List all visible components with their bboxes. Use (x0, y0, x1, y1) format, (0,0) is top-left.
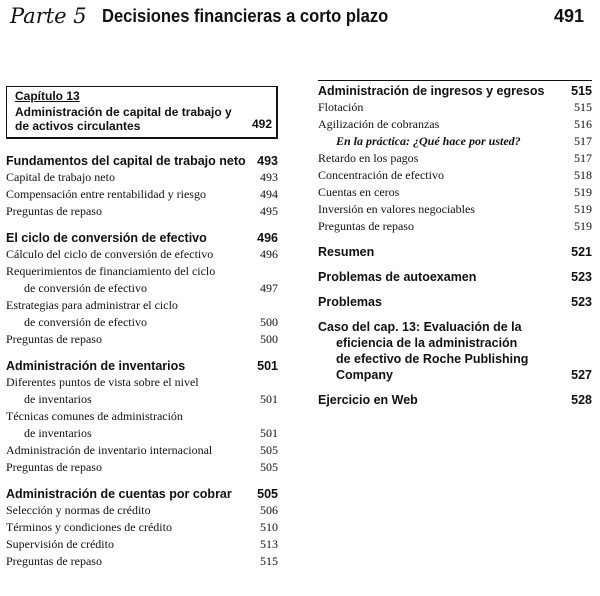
toc-item-text: Preguntas de repaso (6, 332, 102, 346)
toc-item-text-cont: de inventarios (24, 392, 92, 406)
section-page: 505 (257, 487, 278, 501)
toc-section-caso[interactable] (318, 319, 592, 383)
toc-item-text: En la práctica: ¿Qué hace por usted? (336, 134, 521, 148)
page-number: 491 (554, 6, 585, 26)
toc-item-page: 497 (260, 281, 278, 295)
toc-item-text: Términos y condiciones de crédito (6, 520, 172, 534)
chapter-label: Capítulo 13 (15, 89, 80, 103)
section-page: 527 (571, 368, 592, 382)
toc-item[interactable] (6, 536, 278, 553)
toc-item[interactable] (6, 169, 278, 186)
toc-item-page: 506 (260, 503, 278, 517)
toc-item-page: 517 (574, 134, 592, 148)
toc-item[interactable] (6, 553, 278, 570)
toc-item-page: 505 (260, 443, 278, 457)
toc-item-text: Concentración de efectivo (318, 168, 444, 182)
toc-section-fundamentos[interactable] (6, 153, 278, 169)
toc-item-text: Preguntas de repaso (6, 460, 102, 474)
section-title: Fundamentos del capital de trabajo neto (6, 154, 246, 168)
section-title: Administración de inventarios (6, 359, 186, 373)
chapter-page: 492 (251, 117, 272, 131)
toc-right-column (318, 80, 592, 408)
toc-item-feature[interactable] (318, 133, 592, 150)
chapter-box (6, 86, 278, 139)
toc-item-text: Cálculo del ciclo de conversión de efectivo (6, 247, 214, 261)
section-page: 493 (257, 154, 278, 168)
toc-item-page: 505 (260, 460, 278, 474)
toc-item-text: Preguntas de repaso (318, 219, 414, 233)
section-page: 501 (257, 359, 278, 373)
toc-item-text-cont: de conversión de efectivo (24, 281, 147, 295)
toc-item[interactable] (318, 116, 592, 133)
toc-item[interactable] (6, 442, 278, 459)
toc-item-page: 519 (574, 219, 592, 233)
toc-item-wrapped[interactable] (6, 297, 278, 331)
toc-item[interactable] (318, 201, 592, 218)
toc-item-wrapped[interactable] (6, 408, 278, 442)
toc-item-page: 493 (260, 170, 278, 184)
toc-item-page: 501 (260, 392, 278, 406)
part-label: Parte 5 (10, 4, 87, 28)
toc-item-text: Flotación (318, 100, 364, 114)
toc-item-text: Compensación entre rentabilidad y riesgo (6, 187, 206, 201)
section-title: Ejercicio en Web (318, 393, 418, 407)
toc-item-text: Requerimientos de financiamiento del ciclo (6, 264, 216, 278)
toc-section-autoexamen[interactable] (318, 269, 592, 285)
section-page: 523 (571, 270, 592, 284)
toc-item-text: Agilización de cobranzas (318, 117, 440, 131)
section-title: El ciclo de conversión de efectivo (6, 231, 207, 245)
section-title-cont: de efectivo de Roche Publishing (336, 352, 529, 366)
toc-item[interactable] (318, 99, 592, 116)
toc-left-column (6, 86, 278, 570)
section-page: 496 (257, 231, 278, 245)
toc-item-page: 510 (260, 520, 278, 534)
toc-item-page: 495 (260, 204, 278, 218)
toc-item-text: Supervisión de crédito (6, 537, 114, 551)
section-page: 515 (571, 84, 592, 98)
toc-item-text-cont: de conversión de efectivo (24, 315, 147, 329)
toc-section-cuentas[interactable] (6, 486, 278, 502)
toc-item-text: Selección y normas de crédito (6, 503, 151, 517)
toc-item[interactable] (318, 150, 592, 167)
toc-item[interactable] (6, 246, 278, 263)
toc-item[interactable] (318, 167, 592, 184)
toc-item[interactable] (318, 184, 592, 201)
toc-item-text-cont: de inventarios (24, 426, 92, 440)
section-title-cont: eficiencia de la administración (336, 336, 518, 350)
toc-item-page: 519 (574, 185, 592, 199)
toc-item-text: Retardo en los pagos (318, 151, 419, 165)
toc-section-problemas[interactable] (318, 294, 592, 310)
toc-item[interactable] (6, 203, 278, 220)
toc-item-page: 500 (260, 315, 278, 329)
toc-item[interactable] (6, 519, 278, 536)
toc-item-text: Estrategias para administrar el ciclo (6, 298, 178, 312)
toc-item-page: 500 (260, 332, 278, 346)
toc-item-page: 501 (260, 426, 278, 440)
toc-section-ingresos[interactable] (318, 80, 592, 99)
toc-item-text: Capital de trabajo neto (6, 170, 115, 184)
toc-item[interactable] (6, 502, 278, 519)
section-page: 528 (571, 393, 592, 407)
toc-item[interactable] (6, 331, 278, 348)
toc-item-text: Técnicas comunes de administración (6, 409, 183, 423)
toc-section-ciclo[interactable] (6, 230, 278, 246)
toc-item-text: Preguntas de repaso (6, 204, 102, 218)
section-page: 521 (571, 245, 592, 259)
section-title: Administración de ingresos y egresos (318, 84, 545, 98)
toc-item-page: 515 (260, 554, 278, 568)
toc-item-text: Cuentas en ceros (318, 185, 400, 199)
toc-item-wrapped[interactable] (6, 263, 278, 297)
toc-item-page: 518 (574, 168, 592, 182)
toc-item[interactable] (6, 186, 278, 203)
toc-item-page: 516 (574, 117, 592, 131)
toc-item-wrapped[interactable] (6, 374, 278, 408)
toc-item-text: Inversión en valores negociables (318, 202, 475, 216)
toc-item-page: 517 (574, 151, 592, 165)
section-title: Caso del cap. 13: Evaluación de la (318, 320, 522, 334)
chapter-title: Administración de capital de trabajo y de activos circulantes (15, 105, 232, 133)
section-title: Problemas (318, 295, 382, 309)
toc-section-inventarios[interactable] (6, 358, 278, 374)
toc-item[interactable] (6, 459, 278, 476)
toc-item-page: 515 (574, 100, 592, 114)
section-title-cont: Company (336, 368, 393, 382)
toc-section-web[interactable] (318, 392, 592, 408)
toc-item-page: 513 (260, 537, 278, 551)
section-title: Resumen (318, 245, 375, 259)
section-title: Administración de cuentas por cobrar (6, 487, 232, 501)
toc-item[interactable] (318, 218, 592, 235)
toc-item-text: Diferentes puntos de vista sobre el nivel (6, 375, 199, 389)
toc-section-resumen[interactable] (318, 244, 592, 260)
section-title: Problemas de autoexamen (318, 270, 477, 284)
toc-item-text: Preguntas de repaso (6, 554, 102, 568)
section-page: 523 (571, 295, 592, 309)
toc-item-page: 519 (574, 202, 592, 216)
toc-item-page: 496 (260, 247, 278, 261)
part-title: Decisiones financieras a corto plazo (102, 6, 389, 26)
toc-item-text: Administración de inventario internacional (6, 443, 213, 457)
toc-item-page: 494 (260, 187, 278, 201)
